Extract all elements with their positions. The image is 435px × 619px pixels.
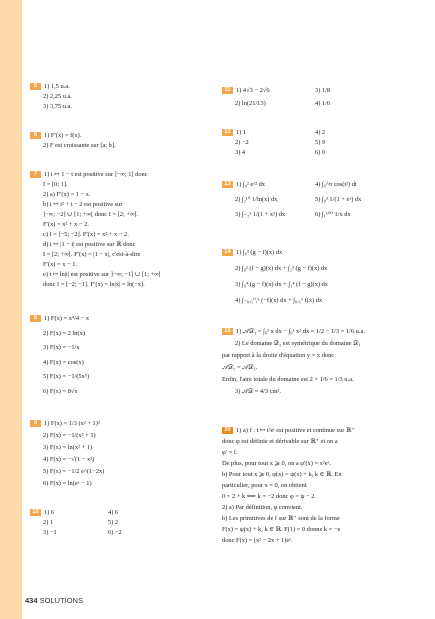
exercise-number: 13 — [222, 181, 233, 188]
page-number: 434 — [25, 596, 38, 605]
exercise-number: 10 — [30, 509, 41, 516]
exercise-number: 11 — [222, 87, 233, 94]
exercise-number: 5 — [30, 83, 41, 90]
exercise-13: 13 1) ∫₀² eˣ² dx 4) ∫₀^π cos(t²) dt 2) ∫₂¹⁰ 1/ln(x) dx 5) ∫₀³ 1/(1 + eˣ) dx 3) ∫₋₂¹ 1/(1 + x²) dx 6) ∫₁¹⁰⁰ 1/x dx — [222, 177, 361, 222]
exercise-6: 6 1) F′(x) = f(x). 2) F est croissante sur [a; b]. — [30, 131, 116, 151]
exercise-number: 7 — [30, 171, 41, 178]
exercise-12: 12 1) 1 4) 2 2) −2 5) 9 3) 4 6) 0 — [222, 128, 325, 158]
exercise-number: 15 — [222, 328, 233, 335]
exercise-8: 8 1) F(x) = x⁴/4 − x 2) F(x) = 2 ln(x) 3) F(x) = −1/x 4) F(x) = cos(x) 5) F(x) = −1/(5x⁵) 6) F(x) = 8√x — [30, 312, 89, 399]
exercise-number: 12 — [222, 129, 233, 136]
page-footer — [25, 596, 83, 605]
exercise-number: 14 — [222, 249, 233, 256]
exercise-number: 8 — [30, 315, 41, 322]
exercise-number: 6 — [30, 132, 41, 139]
side-band — [0, 0, 22, 619]
exercise-number: 9 — [30, 420, 41, 427]
exercise-11: 11 1) 4√3 − 2√6 3) 1/8 2) ln(21/13) 4) 1/6 — [222, 84, 330, 110]
exercise-10: 10 1) 6 4) 6 2) 1 5) 2 3) −1 6) −2 — [30, 508, 122, 538]
footer-label: SOLUTIONS — [39, 596, 83, 605]
exercise-20: 20 1) a) f : t ↦ t²eᵗ est positive et continue sur ℝ⁺ donc φ est définie et dérivable sur ℝ⁺ et on a φ′ = f. De plus, pour tout x ⩾ 0, on a φ′(x) = x²eˣ. b) Pour tout x ⩾ 0, φ(x) = ψ(x) + k, k ∈ ℝ. En particulier, pour x = 0, on obtient 0 = 2 + k ⟺ k = −2 donc φ = ψ − 2. 2) a) Par définition, φ convient. b) Les primitives de f sur ℝ⁺ sont de la forme F(x) = ψ(x) + k, k ∈ ℝ. F(1) = 0 donne k = −e donc F(x) = (x² − 2x + 1)eˣ. — [222, 427, 355, 544]
exercise-5: 5 1) 1,5 u.a. 2) 2,25 u.a. 3) 3,75 u.a. — [30, 82, 72, 112]
exercise-15: 15 1) 𝒜𝒟₁ = ∫₀¹ x dx − ∫₀¹ x² dx = 1/2 − 1/3 = 1/6 u.a. 2) Le domaine 𝒟₂ est symétrique du domaine 𝒟₁ par rapport à la droite d'équation y = x donc 𝒜𝒟₂ = 𝒜𝒟₁. Enfin, l'aire totale du domaine est 2 × 1/6 = 1/3 u.a. 3) 𝒜𝒟 = 4/3 cm². — [222, 328, 365, 395]
exercise-7: 7 1) t ↦ 1 − t est positive sur ]−∞; 1] donc I = [0; 1]. 2) a) F′(x) = 1 − x. b) t ↦ t² + t − 2 est positive sur ]−∞; −2] ∪ [1; +∞[ donc I = [2; +∞[. F′(x) = x² + x − 2. c) I = [−5; −2]. F′(x) = x² + x − 2. d) t ↦ |1 − t| est positive sur ℝ donc I = [2; +∞[. F′(x) = |1 − x|, c'est-à-dire F′(x) = x − 1. e) t ↦ ln|t| est positive sur ]−∞; −1] ∪ [1; +∞[ donc I = [−2; −1]. F′(x) = ln|x| = ln(−x). — [30, 170, 161, 290]
exercise-14: 14 1) ∫₀³ (g − f)(x) dx 2) ∫₀² (f − g)(x) dx + ∫₂³ (g − f)(x) dx 3) ∫₀⁴ (g − f)(x) dx + ∫₁⁴ (f − g)(x) dx 4) ∫₋₀,₅⁰,⁵ (−f)(x) dx + ∫₀,₅¹ f(x) dx — [222, 245, 328, 309]
exercise-number: 20 — [222, 427, 233, 434]
exercise-9: 9 1) F(x) = 1/3 (x² + 1)³ 2) F(x) = −1/(x² + 1) 3) F(x) = ln(x² + 1) 4) F(x) = −√(1 − x²) 5) F(x) = −1/2 e^(1−2x) 6) F(x) = ln(eˣ − 1) — [30, 418, 104, 490]
